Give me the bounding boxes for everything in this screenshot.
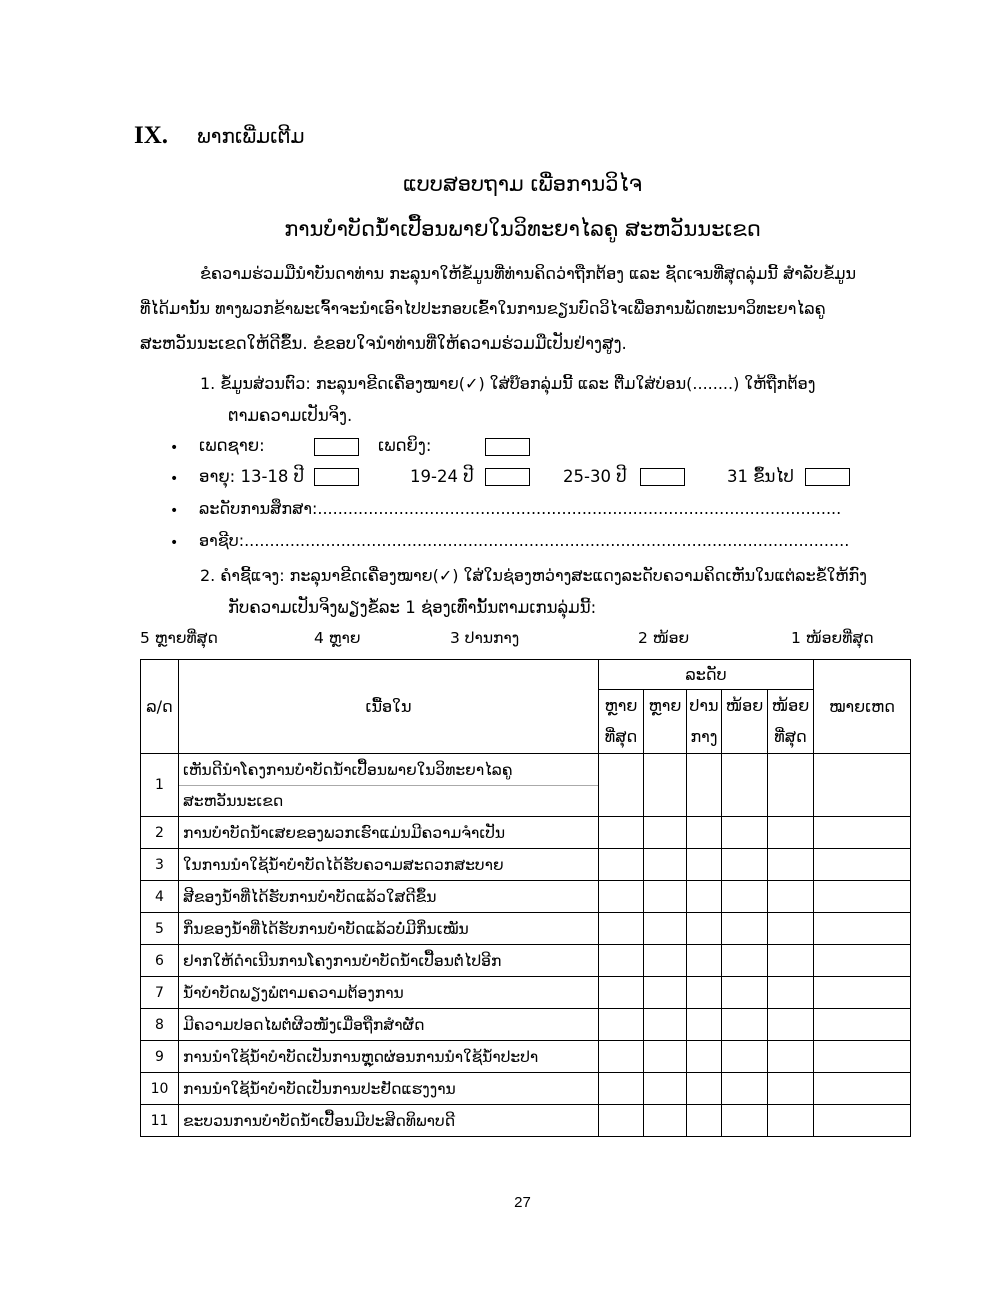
level-3-cell[interactable] (687, 1105, 722, 1137)
row-number: 2 (141, 817, 179, 849)
remark-cell[interactable] (814, 913, 911, 945)
table-row (141, 977, 911, 1009)
level-5-bottom: ທີ່ສຸດ (599, 721, 644, 754)
level-5-cell[interactable] (599, 977, 644, 1009)
personal-info-heading-cont: ຕາມຄວາມເປັນຈິງ. (228, 406, 353, 425)
row-number: 3 (141, 849, 179, 881)
level-2-cell[interactable] (722, 977, 768, 1009)
row-number: 8 (141, 1009, 179, 1041)
level-1-cell[interactable] (768, 1105, 814, 1137)
remark-cell[interactable] (814, 1041, 911, 1073)
level-2-cell[interactable] (722, 913, 768, 945)
age-19-24-label: 19-24 ປີ (410, 467, 474, 486)
level-4-cell[interactable] (644, 913, 687, 945)
age-31-plus-label: 31 ຂຶ້ນໄປ (727, 467, 794, 486)
table-row (141, 1009, 911, 1041)
table-row (141, 754, 911, 786)
document-title: ແບບສອບຖາມ ເພື່ອການວິໄຈ (402, 172, 643, 196)
level-3-cell[interactable] (687, 754, 722, 817)
level-4-cell[interactable] (644, 817, 687, 849)
level-5-cell[interactable] (599, 817, 644, 849)
row-number: 9 (141, 1041, 179, 1073)
level-2-cell[interactable] (722, 1105, 768, 1137)
page-number: 27 (514, 1194, 531, 1211)
table-row (141, 817, 911, 849)
level-2-cell[interactable] (722, 754, 768, 817)
row-content: ສີຂອງນ້ຳທີ່ໄດ້ຮັບການບຳບັດແລ້ວໃສດີຂຶ້ນ (179, 881, 599, 913)
bullet: • (170, 503, 179, 519)
level-1-cell[interactable] (768, 881, 814, 913)
level-1-cell[interactable] (768, 1041, 814, 1073)
level-2-cell[interactable] (722, 1073, 768, 1105)
level-3-cell[interactable] (687, 945, 722, 977)
level-4-cell[interactable] (644, 1041, 687, 1073)
level-4-cell[interactable] (644, 1073, 687, 1105)
intro-line-1: ຂໍຄວາມຮ່ວມມືນຳບັນດາທ່ານ ກະລຸນາໃຫ້ຂໍ້ມູນທີ່ທ່ານຄິດວ່າຖືກຕ້ອງ ແລະ ຊັດເຈນທີ່ສຸດລຸ່ມນີ້ ສຳລັບຂໍ້ມູນ (200, 264, 856, 283)
level-1-bottom: ທີ່ສຸດ (768, 721, 814, 754)
level-2-top: ໜ້ອຍ (722, 690, 768, 721)
level-1-cell[interactable] (768, 913, 814, 945)
age-13-18-checkbox[interactable] (314, 468, 359, 486)
header-level: ລະດັບ (599, 660, 814, 690)
level-1-cell[interactable] (768, 817, 814, 849)
level-2-cell[interactable] (722, 881, 768, 913)
row-content-cont: ສະຫວັນນະເຂດ (179, 786, 599, 817)
level-3-cell[interactable] (687, 817, 722, 849)
intro-line-2: ທີ່ໄດ້ມານັ້ນ ທາງພວກຂ້າພະເຈົ້າຈະນຳເອົາໄປປະກອບເຂົ້າໃນການຂຽນບົດວິໄຈເພື່ອການພັດທະນາວິທະຍາໄລຄູ (140, 299, 826, 318)
level-4-cell[interactable] (644, 1105, 687, 1137)
age-19-24-checkbox[interactable] (485, 468, 530, 486)
age-25-30-label: 25-30 ປີ (563, 467, 627, 486)
row-number: 5 (141, 913, 179, 945)
female-label: ເພດຍິງ: (378, 436, 432, 455)
level-4-top: ຫຼາຍ (644, 690, 687, 721)
section-title: ພາກເພີ່ມເຕີມ (197, 124, 305, 148)
instructions-heading: 2. ຄຳຊີ້ແຈງ: ກະລຸນາຂີດເຄື່ອງໝາຍ(✓) ໃສ່ໃນຊ່ອງຫວ່າງສະແດງລະດັບຄວາມຄິດເຫັນໃນແຕ່ລະຂໍ້ໃຫ້ກົງ (200, 566, 867, 585)
level-4-cell[interactable] (644, 1009, 687, 1041)
table-row (141, 849, 911, 881)
occupation-field[interactable]: ອາຊີບ:....................................................................................................................... (199, 531, 850, 550)
level-2-cell[interactable] (722, 1009, 768, 1041)
level-2-cell[interactable] (722, 945, 768, 977)
age-label: ອາຍຸ: 13-18 ປີ (199, 467, 304, 486)
personal-info-heading: 1. ຂໍ້ມູນສ່ວນຕົວ: ກະລຸນາຂີດເຄື່ອງໝາຍ(✓) ໃສ່ບ໊ອກລຸ່ມນີ້ ແລະ ຕື່ມໃສ່ບ່ອນ(........) ໃຫ້ຖືກຕ້ອງ (200, 374, 816, 393)
remark-cell[interactable] (814, 881, 911, 913)
row-content: ໃນການນຳໃຊ້ນ້ຳບຳບັດໄດ້ຮັບຄວາມສະດວກສະບາຍ (179, 849, 599, 881)
remark-cell[interactable] (814, 1073, 911, 1105)
level-1-cell[interactable] (768, 977, 814, 1009)
level-4-cell[interactable] (644, 849, 687, 881)
row-number: 10 (141, 1073, 179, 1105)
level-5-cell[interactable] (599, 881, 644, 913)
section-number: IX. (134, 122, 169, 149)
level-5-cell[interactable] (599, 1105, 644, 1137)
level-2-cell[interactable] (722, 1041, 768, 1073)
level-5-cell[interactable] (599, 945, 644, 977)
bullet: • (170, 471, 179, 487)
table-row (141, 1041, 911, 1073)
level-1-cell[interactable] (768, 1073, 814, 1105)
row-number: 1 (141, 754, 179, 817)
male-checkbox[interactable] (314, 438, 359, 456)
remark-cell[interactable] (814, 977, 911, 1009)
row-content: ເຫັນດີນຳໂຄງການບຳບັດນ້ຳເປື້ອນພາຍໃນວິທະຍາໄລຄູ (179, 754, 599, 786)
level-1-cell[interactable] (768, 849, 814, 881)
row-content: ນ້ຳບຳບັດພຽງພໍຕາມຄວາມຕ້ອງການ (179, 977, 599, 1009)
level-2-cell[interactable] (722, 849, 768, 881)
level-3-cell[interactable] (687, 977, 722, 1009)
level-5-cell[interactable] (599, 754, 644, 817)
level-4-cell[interactable] (644, 945, 687, 977)
table-row (141, 913, 911, 945)
level-4-cell[interactable] (644, 881, 687, 913)
row-content: ການນຳໃຊ້ນ້ຳບຳບັດເປັນການປະຢັດແຮງງານ (179, 1073, 599, 1105)
row-number: 7 (141, 977, 179, 1009)
level-2-bottom (722, 721, 768, 754)
level-1-cell[interactable] (768, 1009, 814, 1041)
level-5-cell[interactable] (599, 849, 644, 881)
legend-5: 5 ຫຼາຍທີ່ສຸດ (140, 629, 218, 647)
level-3-cell[interactable] (687, 849, 722, 881)
row-content: ການບຳບັດນ້ຳເສຍຂອງພວກເຮົາແມ່ນມີຄວາມຈຳເປັນ (179, 817, 599, 849)
level-4-cell[interactable] (644, 977, 687, 1009)
table-row (141, 1073, 911, 1105)
education-field[interactable]: ລະດັບການສຶກສາ:....................................................................................................... (199, 499, 842, 518)
level-3-cell[interactable] (687, 913, 722, 945)
row-number: 6 (141, 945, 179, 977)
level-3-cell[interactable] (687, 881, 722, 913)
level-4-bottom (644, 721, 687, 754)
header-no: ລ/ດ (141, 660, 179, 754)
level-1-cell[interactable] (768, 945, 814, 977)
level-5-cell[interactable] (599, 1073, 644, 1105)
remark-cell[interactable] (814, 1105, 911, 1137)
row-number: 11 (141, 1105, 179, 1137)
row-content: ມີຄວາມປອດໄພຕໍ່ຜີວໜັງເມື່ອຖືກສຳຜັດ (179, 1009, 599, 1041)
level-1-cell[interactable] (768, 754, 814, 817)
remark-cell[interactable] (814, 945, 911, 977)
male-label: ເພດຊາຍ: (199, 436, 265, 455)
level-5-cell[interactable] (599, 913, 644, 945)
remark-cell[interactable] (814, 754, 911, 817)
level-3-cell[interactable] (687, 1073, 722, 1105)
row-content: ການນຳໃຊ້ນ້ຳບຳບັດເປັນການຫຼຸດຜ່ອນການນຳໃຊ້ນ້ຳປະປາ (179, 1041, 599, 1073)
row-content: ກິ່ນຂອງນ້ຳທີ່ໄດ້ຮັບການບຳບັດແລ້ວບໍ່ມີກິ່ນເໝັນ (179, 913, 599, 945)
age-25-30-checkbox[interactable] (640, 468, 685, 486)
header-content: ເນື້ອໃນ (179, 660, 599, 754)
female-checkbox[interactable] (485, 438, 530, 456)
remark-cell[interactable] (814, 1009, 911, 1041)
intro-line-3: ສະຫວັນນະເຂດໃຫ້ດີຂຶ້ນ. ຂໍຂອບໃຈນຳທ່ານທີ່ໃຫ້ຄວາມຮ່ວມມືເປັນຢ່າງສູງ. (140, 334, 627, 353)
remark-cell[interactable] (814, 849, 911, 881)
legend-4: 4 ຫຼາຍ (314, 629, 361, 647)
age-31-plus-checkbox[interactable] (805, 468, 850, 486)
legend-3: 3 ປານກາງ (450, 629, 520, 647)
bullet: • (170, 440, 179, 456)
row-number: 4 (141, 881, 179, 913)
legend-2: 2 ໜ້ອຍ (638, 629, 690, 647)
row-content: ຂະບວນການບຳບັດນ້ຳເປື້ອນມີປະສິດທິພາບດີ (179, 1105, 599, 1137)
table-row (141, 1105, 911, 1137)
level-3-bottom: ກາງ (687, 721, 722, 754)
level-5-cell[interactable] (599, 1009, 644, 1041)
table-row (141, 881, 911, 913)
level-4-cell[interactable] (644, 754, 687, 817)
level-5-top: ຫຼາຍ (599, 690, 644, 721)
row-content: ຢາກໃຫ້ດຳເນີນການໂຄງການບຳບັດນ້ຳເປື້ອນຕໍ່ໄປອີກ (179, 945, 599, 977)
bullet: • (170, 535, 179, 551)
level-3-cell[interactable] (687, 1041, 722, 1073)
level-2-cell[interactable] (722, 817, 768, 849)
table-row (141, 945, 911, 977)
instructions-heading-cont: ກັບຄວາມເປັນຈິງພຽງຂໍ້ລະ 1 ຊ່ອງເທົ່ານັ້ນຕາມເກນລຸ່ມນີ້: (228, 598, 597, 617)
document-subtitle: ການບຳບັດນ້ຳເປື້ອນພາຍໃນວິທະຍາໄລຄູ ສະຫວັນນະເຂດ (284, 217, 761, 241)
level-3-top: ປານ (687, 690, 722, 721)
level-1-top: ໜ້ອຍ (768, 690, 814, 721)
remark-cell[interactable] (814, 817, 911, 849)
level-5-cell[interactable] (599, 1041, 644, 1073)
legend-1: 1 ໜ້ອຍທີ່ສຸດ (791, 629, 874, 647)
questionnaire-table (140, 659, 911, 1137)
header-remark: ໝາຍເຫດ (814, 660, 911, 754)
level-3-cell[interactable] (687, 1009, 722, 1041)
